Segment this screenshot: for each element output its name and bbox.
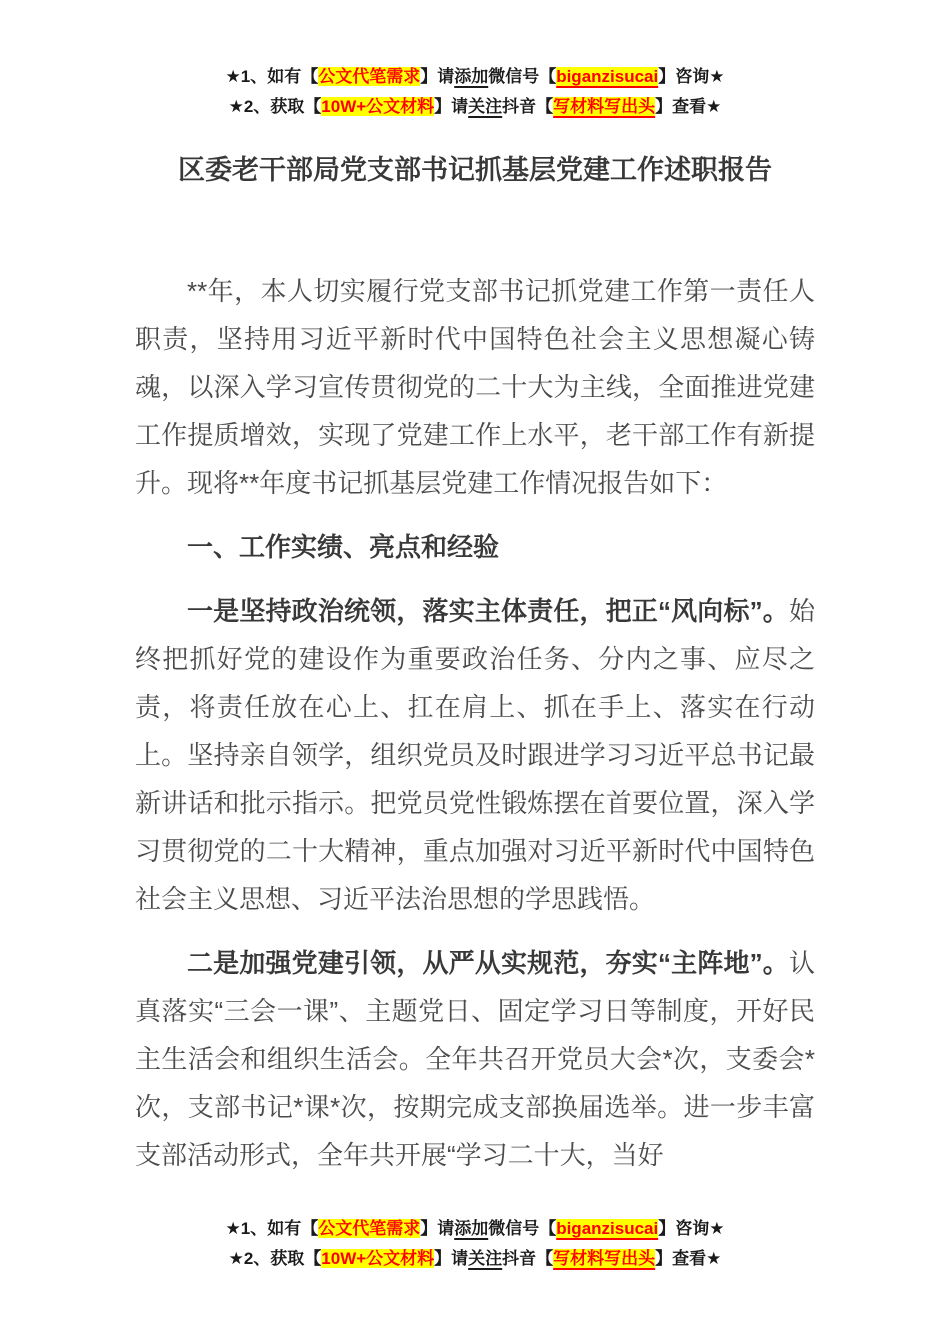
banner-text-run: 微信号【 — [488, 67, 557, 86]
section-1-text: 始终把抓好党的建设作为重要政治任务、分内之事、应尽之责，将责任放在心上、扛在肩上、抓在手上、落实在行动上。坚持亲自领学，组织党员及时跟进学习习近平总书记最新讲话和批示指示。把党员党性锻炼摆在首要位置，深入学习贯彻党的二十大精神，重点加强对习近平新时代中国特色社会主义思想、习近平法治思想的学思践悟。 — [135, 596, 815, 914]
banner-text-run: 写材料写出头 — [553, 97, 656, 116]
header-banner-line-1 — [0, 62, 950, 92]
banner-text-run: 公文代笔需求 — [318, 67, 421, 86]
section-2-lead: 二是加强党建引领，从严从实规范，夯实“主阵地”。 — [187, 948, 789, 978]
banner-text-run: biganzisucai — [556, 1219, 659, 1238]
footer-banner-line-1 — [0, 1214, 950, 1244]
banner-text-run: 】咨询★ — [658, 1219, 725, 1238]
paragraph-intro: **年，本人切实履行党支部书记抓党建工作第一责任人职责，坚持用习近平新时代中国特色社会主义思想凝心铸魂，以深入学习宣传贯彻党的二十大为主线，全面推进党建工作提质增效，实现了党建工作上水平，老干部工作有新提升。现将**年度书记抓基层党建工作情况报告如下： — [135, 276, 815, 498]
banner-text-run: biganzisucai — [556, 67, 659, 86]
banner-text-run: 微信号【 — [488, 1219, 557, 1238]
banner-text-run: 】请 — [434, 97, 469, 116]
document-title: 区委老干部局党支部书记抓基层党建工作述职报告 — [178, 155, 772, 185]
banner-text-run: 10W+公文材料 — [321, 97, 435, 116]
banner-text-run: ★1、如有【 — [225, 67, 319, 86]
paragraph-section-2 — [135, 939, 815, 1179]
banner-text-run: 】请 — [420, 1219, 455, 1238]
document-body — [135, 267, 815, 1195]
section-2-text: 认真落实“三会一课”、主题党日、固定学习日等制度，开好民主生活会和组织生活会。全年共召开党员大会*次，支委会* 次，支部书记*课*次，按期完成支部换届选举。进一步丰富支部活动形式，全年共开展“学习二十大，当好 — [135, 948, 815, 1170]
banner-text-run: ★2、获取【 — [228, 97, 322, 116]
header-banner-line-2 — [0, 92, 950, 122]
banner-text-run: 关注 — [468, 1249, 503, 1268]
section-heading-1: 一、工作实绩、亮点和经验 — [187, 532, 500, 562]
banner-text-run: ★2、获取【 — [228, 1249, 322, 1268]
footer-promo-banner — [0, 1214, 950, 1274]
banner-text-run: 】查看★ — [655, 97, 722, 116]
banner-text-run: 关注 — [468, 97, 503, 116]
banner-text-run: 添加 — [454, 67, 489, 86]
banner-text-run: 添加 — [454, 1219, 489, 1238]
banner-text-run: 抖音【 — [502, 97, 554, 116]
banner-text-run: 写材料写出头 — [553, 1249, 656, 1268]
banner-text-run: 】咨询★ — [658, 67, 725, 86]
header-promo-banner — [0, 62, 950, 122]
banner-text-run: 】查看★ — [655, 1249, 722, 1268]
footer-banner-line-2 — [0, 1244, 950, 1274]
banner-text-run: 】请 — [434, 1249, 469, 1268]
banner-text-run: 10W+公文材料 — [321, 1249, 435, 1268]
banner-text-run: 】请 — [420, 67, 455, 86]
banner-text-run: ★1、如有【 — [225, 1219, 319, 1238]
section-1-lead: 一是坚持政治统领，落实主体责任，把正“风向标”。 — [187, 596, 789, 626]
paragraph-section-1 — [135, 587, 815, 923]
banner-text-run: 公文代笔需求 — [318, 1219, 421, 1238]
banner-text-run: 抖音【 — [502, 1249, 554, 1268]
